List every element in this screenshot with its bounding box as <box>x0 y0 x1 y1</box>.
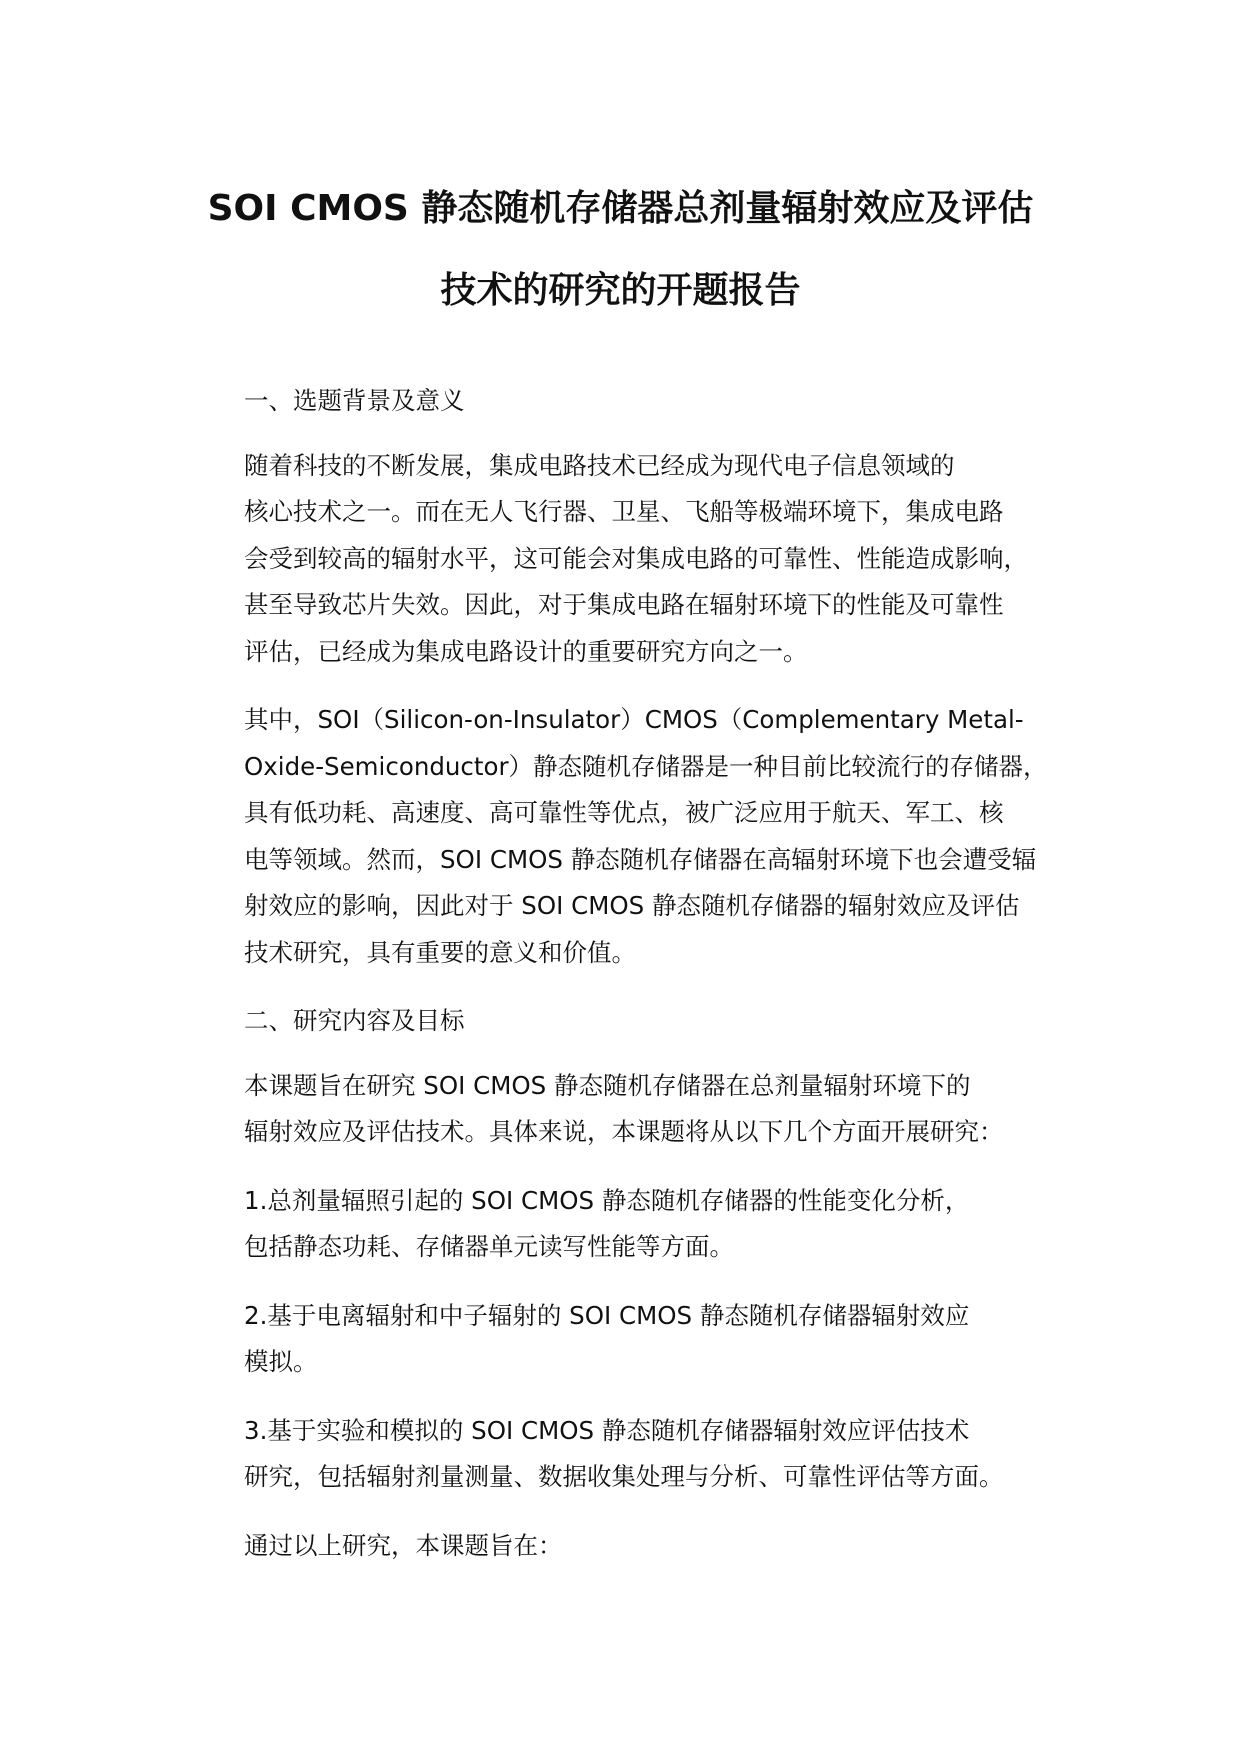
text-line: 1.总剂量辐照引起的 SOI CMOS 静态随机存储器的性能变化分析， <box>244 1185 970 1215</box>
text-line: Oxide-Semiconductor）静态随机存储器是一种目前比较流行的存储器， <box>244 751 1048 781</box>
body-paragraph <box>186 1523 1076 1570</box>
text-line: 研究，包括辐射剂量测量、数据收集处理与分析、可靠性评估等方面。 <box>244 1462 1004 1491</box>
document-body <box>186 378 1076 1591</box>
text-line: 二、研究内容及目标 <box>244 1006 465 1035</box>
text-line: 本课题旨在研究 SOI CMOS 静态随机存储器在总剂量辐射环境下的 <box>244 1070 971 1100</box>
body-paragraph <box>186 1293 1076 1386</box>
text-line: 具有低功耗、高速度、高可靠性等优点，被广泛应用于航天、军工、核 <box>244 798 1004 827</box>
body-paragraph <box>186 1178 1076 1271</box>
title-line-1: SOI CMOS 静态随机存储器总剂量辐射效应及评估 <box>207 188 1034 229</box>
text-line: 会受到较高的辐射水平，这可能会对集成电路的可靠性、性能造成影响， <box>244 543 1028 573</box>
section-heading <box>186 378 1076 425</box>
text-line: 辐射效应及评估技术。具体来说，本课题将从以下几个方面开展研究： <box>244 1117 1004 1146</box>
text-line: 评估，已经成为集成电路设计的重要研究方向之一。 <box>244 636 808 666</box>
body-paragraph <box>186 1063 1076 1156</box>
section-heading <box>186 998 1076 1045</box>
text-line: 包括静态功耗、存储器单元读写性能等方面。 <box>244 1232 734 1261</box>
body-paragraph <box>186 1408 1076 1501</box>
text-line: 甚至导致芯片失效。因此，对于集成电路在辐射环境下的性能及可靠性 <box>244 590 1004 619</box>
text-line: 模拟。 <box>244 1347 318 1376</box>
body-paragraph <box>186 443 1076 676</box>
text-line: 通过以上研究，本课题旨在： <box>244 1530 563 1560</box>
text-line: 技术研究，具有重要的意义和价值。 <box>244 937 636 967</box>
title-line-2: 技术的研究的开题报告 <box>440 270 801 311</box>
text-line: 随着科技的不断发展，集成电路技术已经成为现代电子信息领域的 <box>244 450 955 480</box>
text-line: 其中，SOI（Silicon-on-Insulator）CMOS（Complementary Metal- <box>244 705 1024 734</box>
text-line: 3.基于实验和模拟的 SOI CMOS 静态随机存储器辐射效应评估技术 <box>244 1415 970 1445</box>
text-line: 一、选题背景及意义 <box>244 386 465 415</box>
text-line: 核心技术之一。而在无人飞行器、卫星、飞船等极端环境下，集成电路 <box>244 497 1004 526</box>
text-line: 2.基于电离辐射和中子辐射的 SOI CMOS 静态随机存储器辐射效应 <box>244 1300 970 1330</box>
body-paragraph <box>186 697 1076 976</box>
document-title <box>120 168 1121 332</box>
text-line: 射效应的影响，因此对于 SOI CMOS 静态随机存储器的辐射效应及评估 <box>244 891 1020 920</box>
text-line: 电等领域。然而，SOI CMOS 静态随机存储器在高辐射环境下也会遭受辐 <box>244 844 1037 874</box>
